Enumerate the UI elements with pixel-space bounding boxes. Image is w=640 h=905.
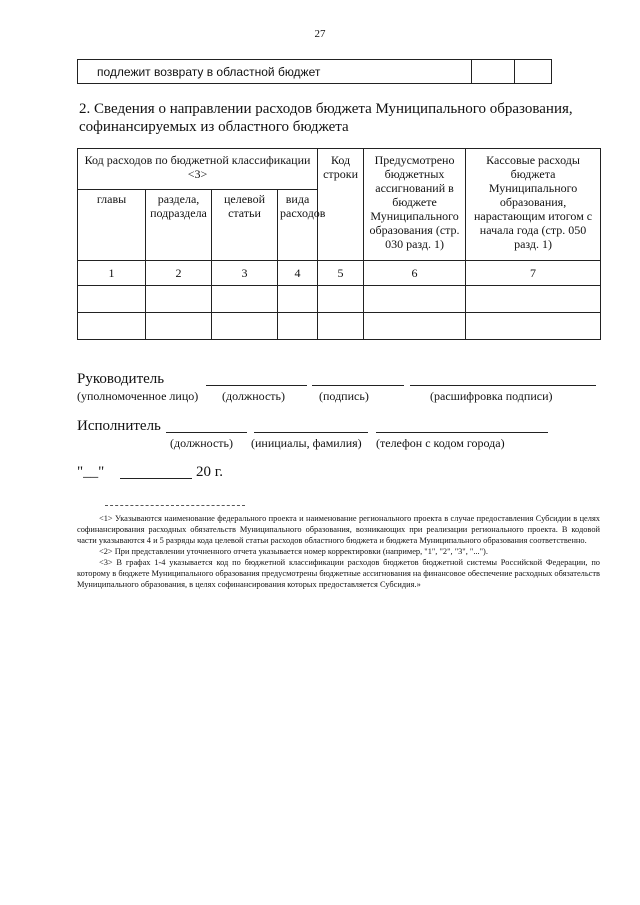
table-row <box>78 286 601 313</box>
date-day: "__" <box>77 464 105 480</box>
column-number: 7 <box>466 261 601 286</box>
head-caption-position: (должность) <box>222 389 285 403</box>
footnote-1: <1> Указываются наименование федерального проекта и наименование регионального проекта в случае предоставления Субсидии в целях софинансирования расходных обязательств Муниципального образования, возникающих при реализации регионального проекта. В кодовой части указываются 4 и 5 разряды кода целевой статьи расходов областного бюджета и бюджета Муниципального образования соответственно. <box>77 514 600 545</box>
head-label: Руководитель <box>77 371 165 387</box>
head-caption-name: (расшифровка подписи) <box>430 389 553 403</box>
executor-name-line <box>254 432 368 433</box>
column-number: 3 <box>212 261 278 286</box>
executor-caption-position: (должность) <box>170 436 233 450</box>
footnote-2: <2> При представлении уточненного отчета указывается номер корректировки (например, "1", "2", "3", "..."). <box>99 547 488 556</box>
header-budget-classification: Код расходов по бюджетной классификации <3> <box>78 149 318 190</box>
executor-caption-phone: (телефон с кодом города) <box>376 436 505 450</box>
header-section: раздела, подраздела <box>146 190 212 261</box>
column-number: 4 <box>278 261 318 286</box>
head-caption-authorized: (уполномоченное лицо) <box>77 389 199 403</box>
table-row <box>78 313 601 340</box>
section-title-line1: 2. Сведения о направлении расходов бюджета Муниципального образования, <box>79 101 573 117</box>
section-title <box>79 100 573 136</box>
header-chapter: главы <box>78 190 146 261</box>
header-cash-expenses: Кассовые расходы бюджета Муниципального образования, нарастающим итогом с начала года (стр. 050 разд. 1) <box>466 149 601 261</box>
footnote-3: <3> В графах 1-4 указывается код по бюджетной классификации расходов бюджетов бюджетной системы Российской Федерации, по которому в бюджете Муниципального образования предусмотрены бюджетные ассигнования на финансовое обеспечение расходных обязательств Муниципального образования, в целях софинансирования которых предоставляется Субсидия.» <box>77 558 600 589</box>
executor-phone-line <box>376 432 548 433</box>
column-number: 2 <box>146 261 212 286</box>
head-name-line <box>410 385 596 386</box>
returnable-cell-divider-1 <box>471 60 472 83</box>
page-number: 27 <box>314 28 326 40</box>
head-caption-signature: (подпись) <box>319 389 369 403</box>
executor-caption-name: (инициалы, фамилия) <box>251 436 362 450</box>
header-line-code: Код строки <box>318 149 364 261</box>
header-planned-allocations: Предусмотрено бюджетных ассигнований в бюджете Муниципального образования (стр. 030 разд. 1) <box>364 149 466 261</box>
date-month-line <box>120 478 192 479</box>
header-expense-type: вида расходов <box>278 190 318 261</box>
column-number: 6 <box>364 261 466 286</box>
date-year: 20 г. <box>196 464 223 480</box>
executor-position-line <box>166 432 247 433</box>
section-title-line2: софинансируемых из областного бюджета <box>79 119 349 135</box>
column-number: 1 <box>78 261 146 286</box>
head-position-line <box>206 385 307 386</box>
header-target-article: целевой статьи <box>212 190 278 261</box>
footnote-separator <box>105 505 245 506</box>
returnable-cell-divider-2 <box>514 60 515 83</box>
returnable-amount-row <box>77 59 552 84</box>
executor-label: Исполнитель <box>77 418 161 434</box>
footnotes <box>77 513 600 590</box>
expenditure-table <box>77 148 601 340</box>
head-signature-line <box>312 385 404 386</box>
column-number: 5 <box>318 261 364 286</box>
returnable-amount-label: подлежит возврату в областной бюджет <box>97 65 321 79</box>
